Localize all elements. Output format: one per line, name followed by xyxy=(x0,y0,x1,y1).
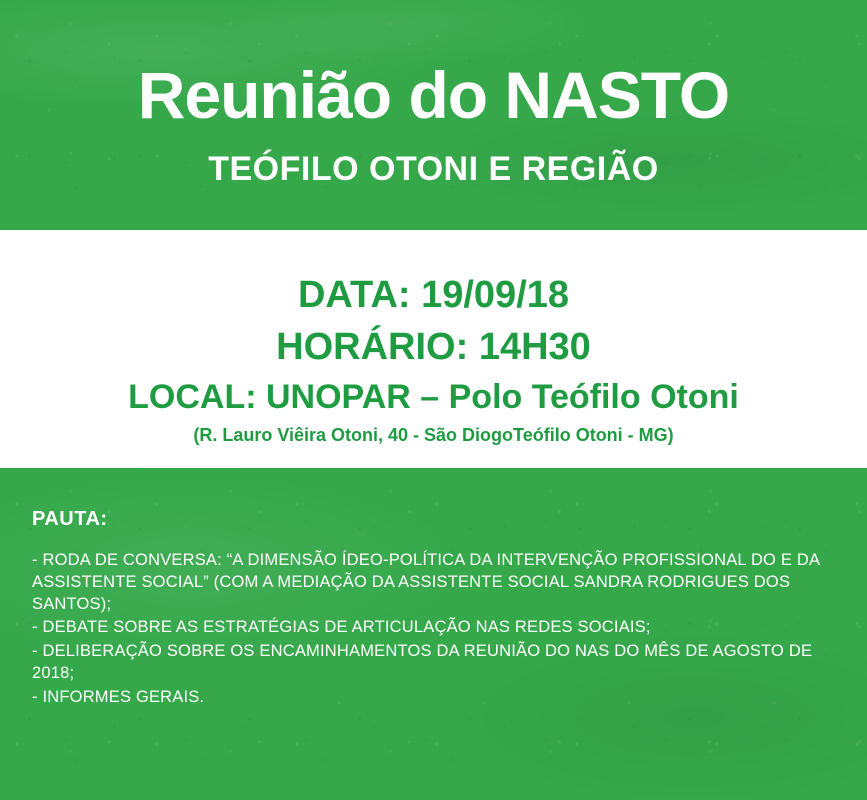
list-item: - INFORMES GERAIS. xyxy=(32,687,205,706)
agenda-list xyxy=(32,550,832,710)
page-subtitle: TEÓFILO OTONI E REGIÃO xyxy=(208,150,659,188)
agenda-label: PAUTA: xyxy=(32,508,108,530)
header-band xyxy=(0,0,867,230)
list-item: - DEBATE SOBRE AS ESTRATÉGIAS DE ARTICULAÇÃO NAS REDES SOCIAIS; xyxy=(32,618,651,637)
page-title: Reunião do NASTO xyxy=(137,58,730,132)
event-address: (R. Lauro Viêira Otoni, 40 - São DiogoTeófilo Otoni - MG) xyxy=(193,425,674,445)
event-time: HORÁRIO: 14H30 xyxy=(276,326,591,368)
event-date: DATA: 19/09/18 xyxy=(297,274,570,316)
event-place: LOCAL: UNOPAR – Polo Teófilo Otoni xyxy=(128,378,739,416)
list-item: - DELIBERAÇÃO SOBRE OS ENCAMINHAMENTOS DA REUNIÃO DO NAS DO MÊS DE AGOSTO DE 2018; xyxy=(32,642,813,682)
event-info-band xyxy=(0,230,867,468)
agenda-band xyxy=(0,468,867,800)
list-item: - RODA DE CONVERSA: “A DIMENSÃO ÍDEO-POLÍTICA DA INTERVENÇÃO PROFISSIONAL DO E DA ASSISTENTE SOCIAL” (COM A MEDIAÇÃO DA ASSISTENTE SOCIAL SANDRA RODRIGUES DOS SANTOS); xyxy=(32,551,820,613)
